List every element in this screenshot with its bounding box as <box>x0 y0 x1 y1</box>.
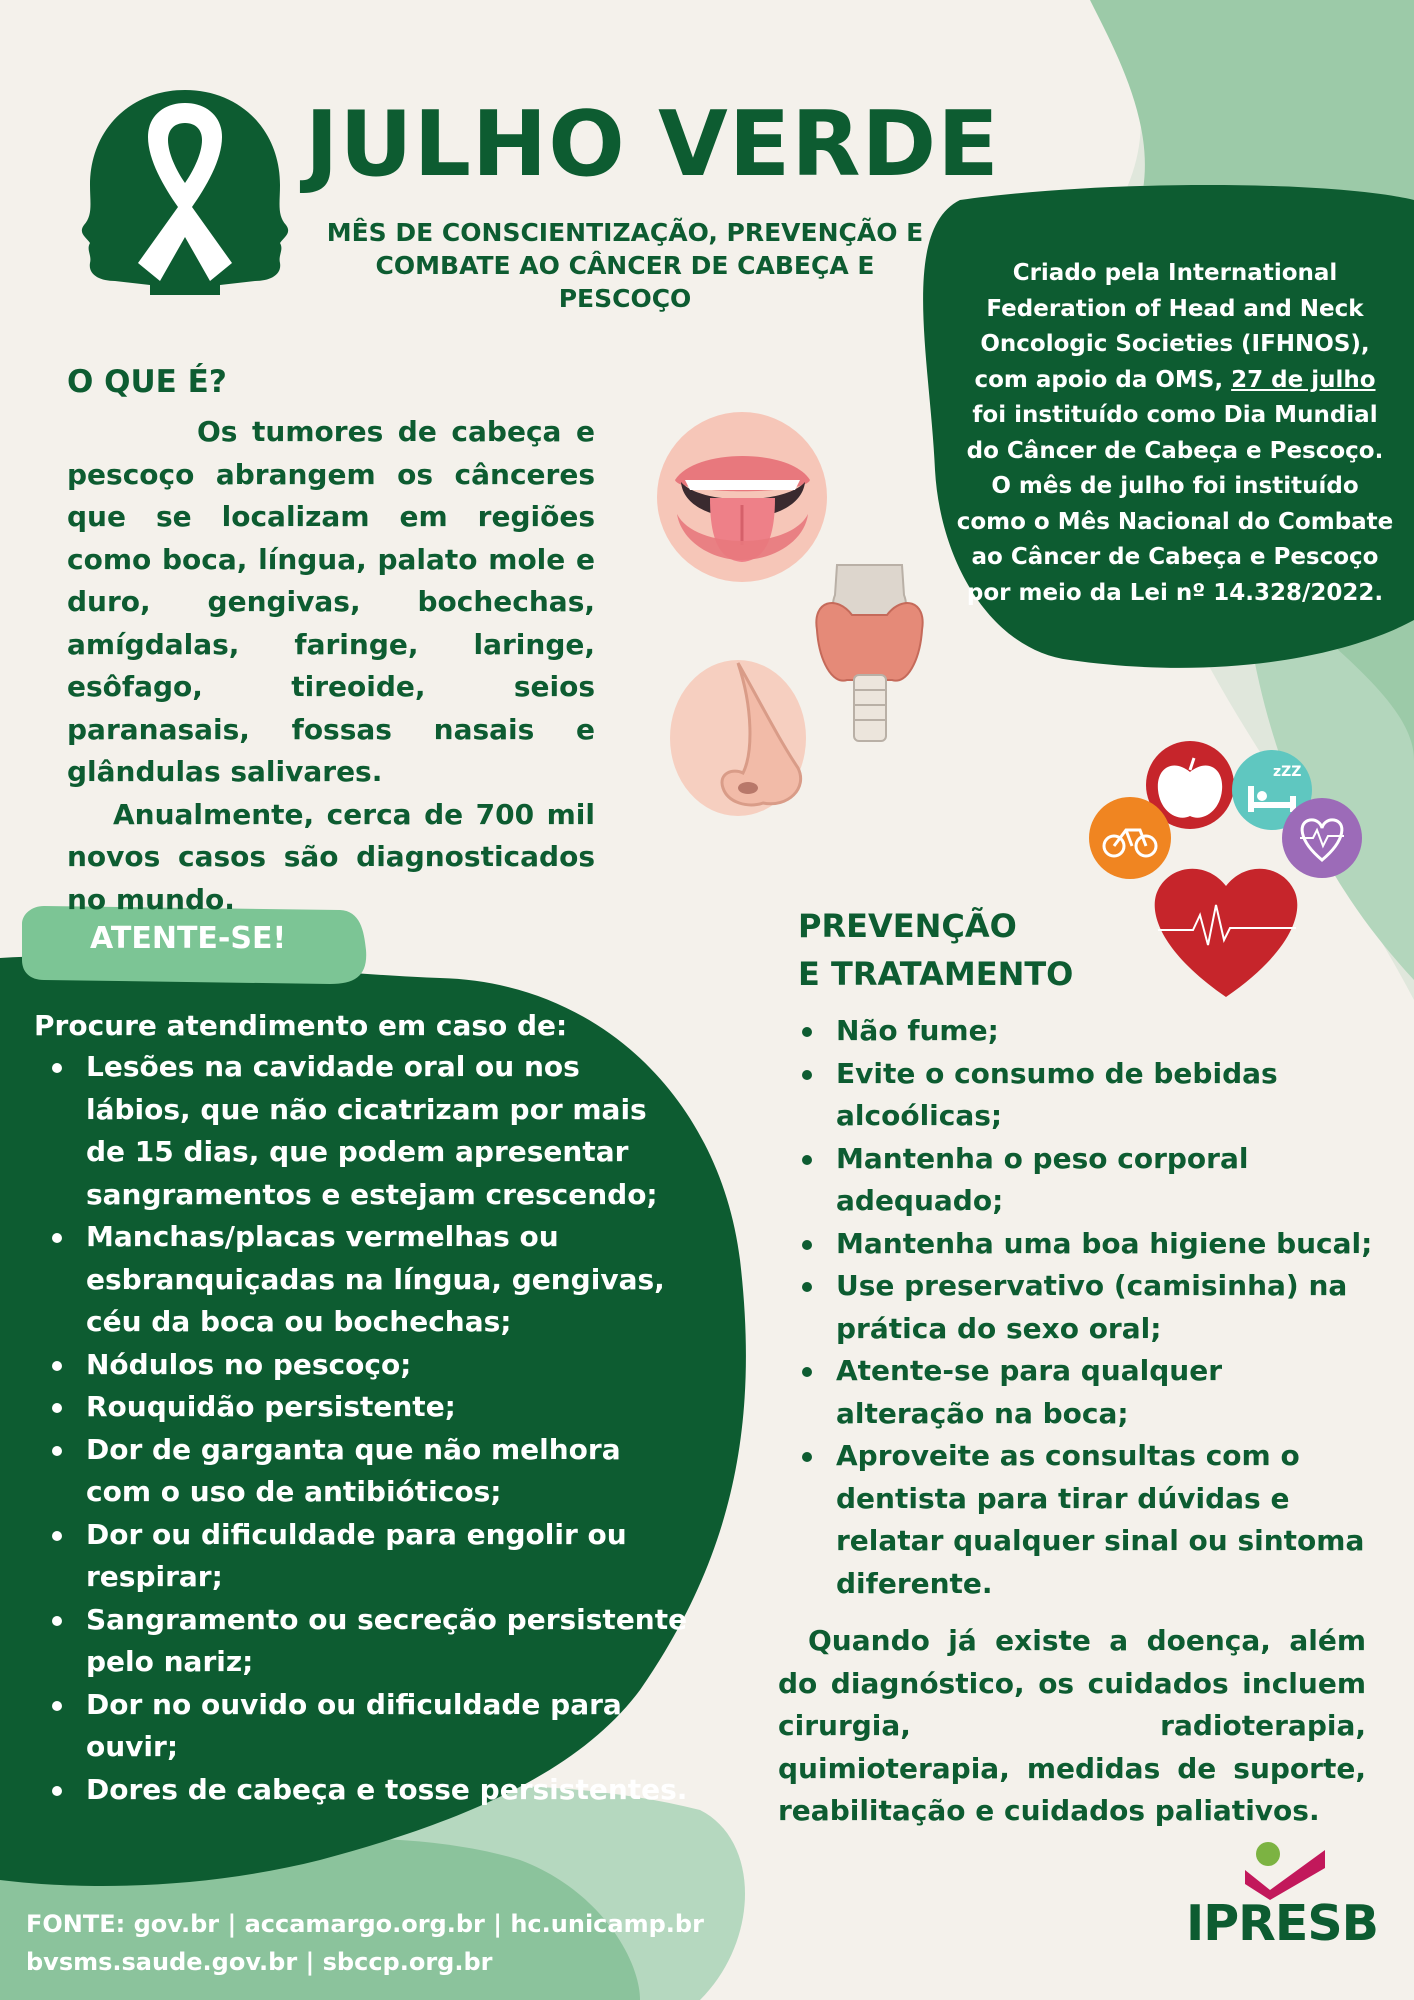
bullet-icon <box>52 1531 62 1541</box>
ifhnos-info-box <box>955 256 1395 611</box>
heart-ecg-icon <box>1155 869 1298 997</box>
treatment-paragraph: Quando já existe a doença, além do diagnóstico, os cuidados incluem cirurgia, radioterapia, quimioterapia, medidas de suporte, reabilitação e cuidados paliativos. <box>778 1624 1366 1827</box>
page-title: JULHO VERDE <box>305 92 1000 197</box>
attention-item <box>34 1769 694 1812</box>
prevention-item-text: Mantenha uma boa higiene bucal; <box>836 1226 1373 1260</box>
prevention-heading <box>798 902 1073 998</box>
attention-item-text: Dor no ouvido ou dificuldade para ouvir; <box>86 1687 622 1763</box>
bullet-icon <box>802 1452 812 1462</box>
prevention-item <box>784 1053 1380 1138</box>
attention-item <box>34 1429 694 1514</box>
what-is-paragraph-1: Os tumores de cabeça e pescoço abrangem os cânceres que se localizam em regiões como boca, língua, palato mole e duro, gengivas, bochechas, amígdalas, faringe, laringe, esôfago, tireoide, seios paranasais, fossas nasais e glândulas salivares. <box>67 415 595 788</box>
ipresb-logo-text: IPRESB <box>1186 1895 1378 1952</box>
attention-item-text: Dor de garganta que não melhora com o uso de antibióticos; <box>86 1432 621 1508</box>
info-text-after: foi instituído como Dia Mundial do Câncer de Cabeça e Pescoço. O mês de julho foi instituído como o Mês Nacional do Combate ao Câncer de Cabeça e Pescoço por meio da Lei nº 14.328/2022. <box>956 402 1394 606</box>
attention-item <box>34 1684 694 1769</box>
attention-item-text: Dores de cabeça e tosse persistentes. <box>86 1772 688 1806</box>
attention-item-text: Sangramento ou secreção persistente pelo nariz; <box>86 1602 688 1678</box>
info-text-before: Criado pela International Federation of Head and Neck Oncologic Societies (IFHNOS), com apoio da OMS, <box>974 260 1370 393</box>
what-is-paragraph-2: Anualmente, cerca de 700 mil novos casos são diagnosticados no mundo. <box>67 797 595 916</box>
prevention-item <box>784 1138 1380 1223</box>
svg-text:zZZ: zZZ <box>1273 764 1302 780</box>
bullet-icon <box>52 1786 62 1796</box>
subtitle-line-2: COMBATE AO CÂNCER DE CABEÇA E PESCOÇO <box>375 251 875 313</box>
attention-item <box>34 1599 694 1684</box>
ipresb-logo-icon <box>1240 1840 1330 1900</box>
prevention-item <box>784 1350 1380 1435</box>
attention-item-text: Lesões na cavidade oral ou nos lábios, que não cicatrizam por mais de 15 dias, que podem apresentar sangramentos e estejam crescendo; <box>86 1050 658 1211</box>
heart-rate-icon <box>1282 798 1362 878</box>
what-is-text <box>67 411 595 921</box>
bullet-icon <box>802 1240 812 1250</box>
info-date-underlined: 27 de julho <box>1231 366 1376 393</box>
awareness-ribbon-heads-icon <box>80 85 290 295</box>
bullet-icon <box>802 1070 812 1080</box>
attention-item-text: Manchas/placas vermelhas ou esbranquiçadas na língua, gengivas, céu da boca ou bochechas; <box>86 1220 665 1338</box>
bullet-icon <box>52 1233 62 1243</box>
attention-item <box>34 1344 694 1387</box>
prevention-item-text: Atente-se para qualquer alteração na boca; <box>836 1354 1223 1430</box>
bullet-icon <box>52 1616 62 1626</box>
bullet-icon <box>52 1446 62 1456</box>
prevention-item-text: Aproveite as consultas com o dentista para tirar dúvidas e relatar qualquer sinal ou sintoma diferente. <box>836 1439 1365 1600</box>
prevention-item-text: Evite o consumo de bebidas alcoólicas; <box>836 1056 1278 1132</box>
sources-line-1: FONTE: gov.br | accamargo.org.br | hc.unicamp.br <box>26 1910 704 1938</box>
attention-item <box>34 1386 694 1429</box>
bullet-icon <box>52 1701 62 1711</box>
attention-item-text: Nódulos no pescoço; <box>86 1347 412 1381</box>
bicycle-icon <box>1089 797 1171 879</box>
prevention-heading-line-2: E TRATAMENTO <box>798 955 1074 993</box>
subtitle-line-1: MÊS DE CONSCIENTIZAÇÃO, PREVENÇÃO E <box>326 218 924 247</box>
prevention-item-text: Mantenha o peso corporal adequado; <box>836 1141 1249 1217</box>
prevention-item <box>784 1265 1380 1350</box>
sources-line-2: bvsms.saude.gov.br | sbccp.org.br <box>26 1948 493 1976</box>
prevention-item <box>784 1010 1380 1053</box>
prevention-list <box>784 1010 1380 1605</box>
attention-intro: Procure atendimento em caso de: <box>34 1009 568 1042</box>
prevention-item <box>784 1435 1380 1605</box>
attention-item <box>34 1514 694 1599</box>
bullet-icon <box>802 1155 812 1165</box>
attention-item <box>34 1046 694 1216</box>
bullet-icon <box>802 1367 812 1377</box>
thyroid-larynx-icon <box>812 560 927 745</box>
bullet-icon <box>52 1361 62 1371</box>
attention-pill-label: ATENTE-SE! <box>90 921 287 956</box>
prevention-item-text: Não fume; <box>836 1014 999 1047</box>
bullet-icon <box>802 1282 812 1292</box>
nose-icon <box>668 658 808 818</box>
page-subtitle <box>305 216 945 315</box>
attention-item-text: Dor ou dificuldade para engolir ou respirar; <box>86 1517 627 1593</box>
bullet-icon <box>52 1063 62 1073</box>
healthy-habits-icons <box>1088 740 1368 1000</box>
bullet-icon <box>802 1027 812 1037</box>
prevention-item <box>784 1223 1380 1266</box>
attention-item <box>34 1216 694 1344</box>
prevention-heading-line-1: PREVENÇÃO <box>798 907 1017 945</box>
attention-section <box>34 1006 694 1811</box>
attention-list <box>34 1046 694 1811</box>
mouth-tongue-icon <box>655 410 830 585</box>
prevention-item-text: Use preservativo (camisinha) na prática do sexo oral; <box>836 1269 1348 1345</box>
bullet-icon <box>52 1403 62 1413</box>
sources <box>26 1905 704 1981</box>
attention-item-text: Rouquidão persistente; <box>86 1390 456 1423</box>
what-is-heading: O QUE É? <box>67 364 227 400</box>
